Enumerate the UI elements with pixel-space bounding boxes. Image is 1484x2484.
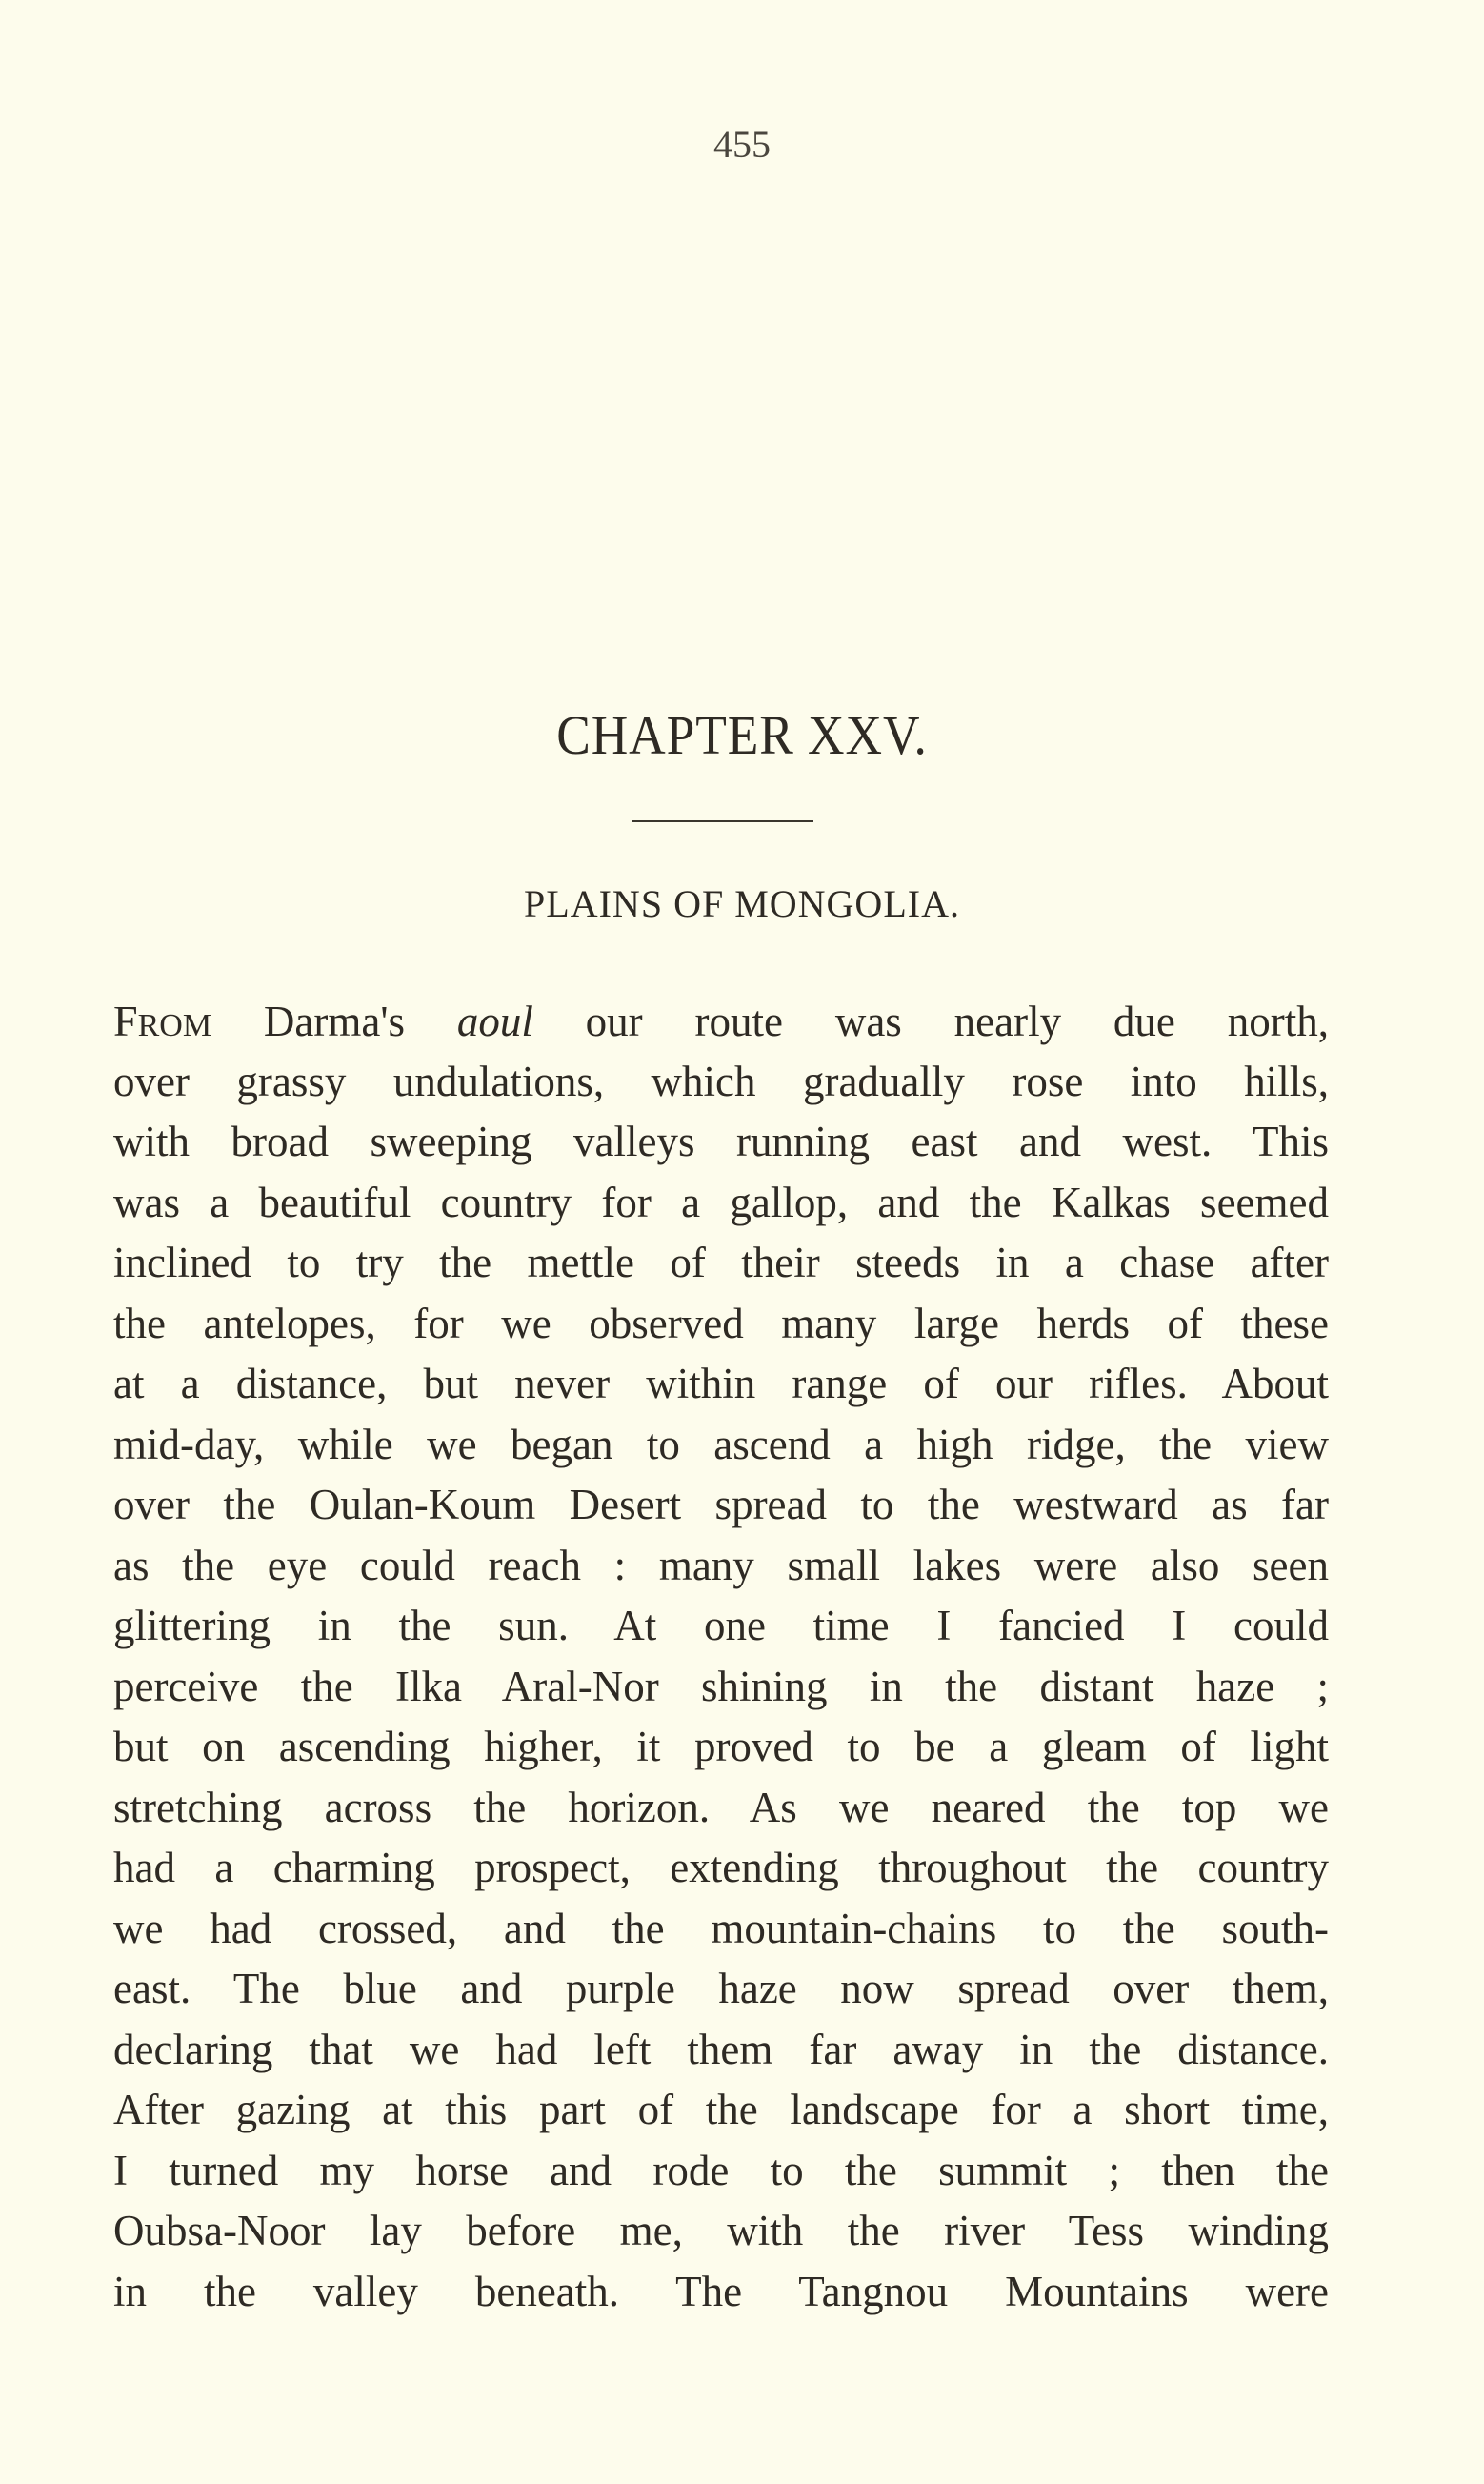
text-line-first — [113, 991, 1329, 1052]
text-line-content: with broad sweeping valleys running east and west. This — [113, 1118, 1329, 1165]
text-line — [113, 1657, 1329, 1718]
text-line-content: over the Oulan-Koum Desert spread to the westward as far — [113, 1481, 1329, 1528]
text-segment: our route was nearly due north, — [532, 998, 1329, 1045]
text-line-content: was a beautiful country for a gallop, and the Kalkas seemed — [113, 1178, 1329, 1226]
text-line-content: stretching across the horizon. As we neared the top we — [113, 1783, 1329, 1831]
text-line-content: over grassy undulations, which gradually rose into hills, — [113, 1057, 1329, 1105]
text-line — [113, 2141, 1329, 2202]
chapter-title: CHAPTER XXV. — [556, 704, 928, 766]
text-line — [113, 1233, 1329, 1294]
text-line-content: in the valley beneath. The Tangnou Mountains were — [113, 2267, 1329, 2315]
page-number: 455 — [713, 123, 771, 166]
text-line — [113, 1173, 1329, 1234]
chapter-subtitle: PLAINS OF MONGOLIA. — [524, 882, 960, 925]
text-line — [113, 1415, 1329, 1476]
text-line-content: the antelopes, for we observed many large herds of these — [113, 1299, 1329, 1347]
text-line-content: declaring that we had left them far away in the distance. — [113, 2025, 1329, 2073]
text-line — [113, 1899, 1329, 1960]
divider-rule — [632, 820, 813, 822]
text-line — [113, 2201, 1329, 2262]
text-line — [113, 1536, 1329, 1597]
text-line — [113, 1475, 1329, 1536]
text-line-content: as the eye could reach : many small lakes were also seen — [113, 1541, 1329, 1589]
initial-letter: F — [113, 997, 138, 1045]
text-line — [113, 2262, 1329, 2323]
text-line-content: mid-day, while we began to ascend a high ridge, the view — [113, 1420, 1329, 1468]
text-line — [113, 1052, 1329, 1113]
body-text — [113, 991, 1329, 2322]
text-line-content: Oubsa-Noor lay before me, with the river Tess winding — [113, 2207, 1329, 2254]
text-line-content: but on ascending higher, it proved to be a gleam of light — [113, 1723, 1329, 1770]
text-line-content: had a charming prospect, extending throughout the country — [113, 1844, 1329, 1891]
text-line-content: After gazing at this part of the landscape for a short time, — [113, 2086, 1329, 2133]
text-line — [113, 1596, 1329, 1657]
text-line-content: east. The blue and purple haze now spread over them, — [113, 1965, 1329, 2012]
text-segment: Darma's — [211, 998, 457, 1045]
text-line-content: perceive the Ilka Aral-Nor shining in the distant haze ; — [113, 1662, 1329, 1710]
text-line — [113, 1354, 1329, 1415]
text-line — [113, 2080, 1329, 2141]
text-line-content: inclined to try the mettle of their steeds in a chase after — [113, 1239, 1329, 1286]
text-line-content: I turned my horse and rode to the summit ; then the — [113, 2146, 1329, 2194]
text-line — [113, 1112, 1329, 1173]
text-line — [113, 1959, 1329, 2020]
text-line — [113, 2020, 1329, 2081]
text-line-content: we had crossed, and the mountain-chains to the south- — [113, 1904, 1329, 1952]
text-line — [113, 1778, 1329, 1839]
small-caps-rest: ROM — [137, 1008, 212, 1043]
italic-word: aoul — [456, 998, 533, 1045]
text-line — [113, 1838, 1329, 1899]
text-line — [113, 1717, 1329, 1778]
text-line-content: at a distance, but never within range of our rifles. About — [113, 1360, 1329, 1407]
text-line-content: glittering in the sun. At one time I fancied I could — [113, 1602, 1329, 1649]
text-line — [113, 1294, 1329, 1355]
small-caps-opening — [113, 997, 211, 1045]
